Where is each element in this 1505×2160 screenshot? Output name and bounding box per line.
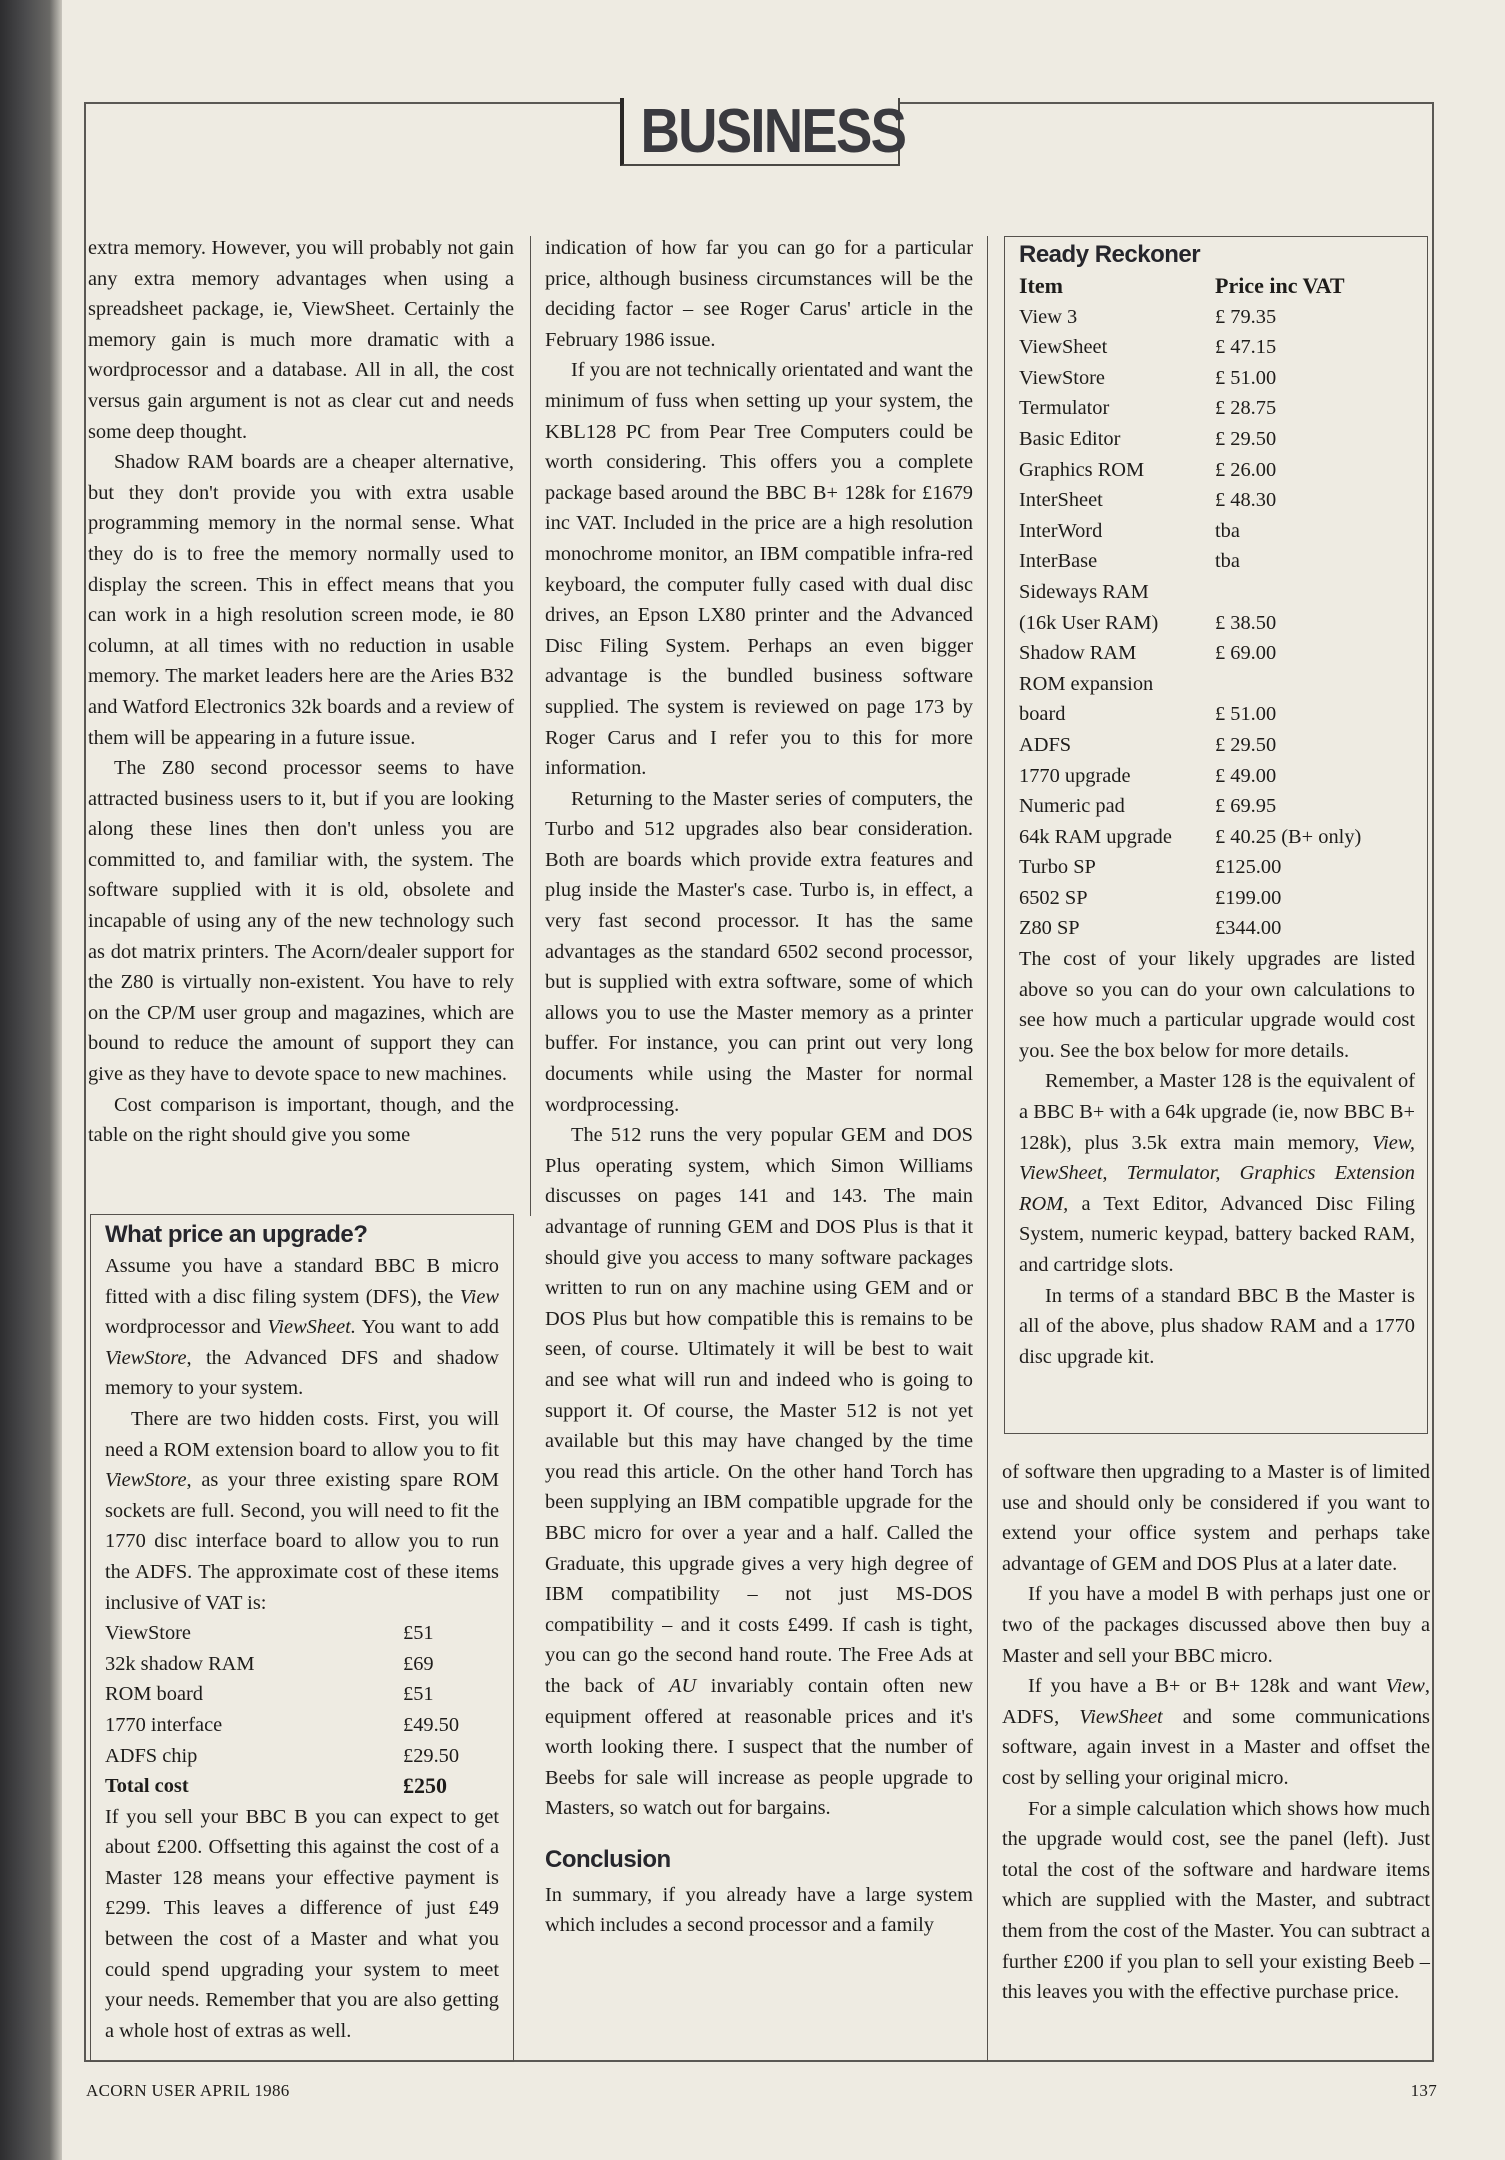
col3-paragraph-3: If you have a B+ or B+ 128k and want View, ADFS, ViewSheet and some communications software, again invest in a Master and offset the cost by selling your original micro. bbox=[1002, 1675, 1430, 1789]
reckoner-item: InterBase bbox=[1019, 550, 1098, 573]
table-row bbox=[1019, 638, 1415, 669]
reckoner-item: View 3 bbox=[1019, 305, 1078, 328]
reckoner-item: (16k User RAM) bbox=[1019, 611, 1159, 634]
col2-paragraph-3: Returning to the Master series of computers, the Turbo and 512 upgrades also bear consideration. Both are boards which provide extra features and plug inside the Master's case. Turbo is, in effect, a very fast second processor. It has the same advantages as the standard 6502 second processor, but is supplied with extra software, some of which allows you to use the Master memory as a printer buffer. For instance, you can print out very long documents while using the Master for normal wordprocessing. bbox=[545, 787, 973, 1116]
col2-paragraph-2: If you are not technically orientated and want the minimum of fuss when setting up your system, the KBL128 PC from Pear Tree Computers could be worth considering. This offers you a complete package based around the BBC B+ 128k for £1679 inc VAT. Included in the price are a high resolution monochrome monitor, an IBM compatible infra-red keyboard, the computer fully cased with dual disc drives, an Epson LX80 printer and the Advanced Disc Filing System. Perhaps an even bigger advantage is the bundled business software supplied. The system is reviewed on page 173 by Roger Carus and I refer you to this for more information. bbox=[545, 359, 973, 780]
ready-reckoner-rows bbox=[1019, 302, 1415, 944]
table-row: ADFS chip £29.50 bbox=[105, 1744, 460, 1767]
total-row: Total cost £250 bbox=[105, 1773, 447, 1799]
book-spine-shadow bbox=[0, 0, 62, 2160]
reckoner-paragraph-3: In terms of a standard BBC B the Master is all of the above, plus shadow RAM and a 1770 disc upgrade kit. bbox=[1019, 1284, 1415, 1368]
col3-paragraph-1: of software then upgrading to a Master is of limited use and should only be considered if you want to extend your office system and perhaps take advantage of GEM and DOS Plus at a later date. bbox=[1002, 1461, 1430, 1575]
ready-reckoner-panel bbox=[1004, 236, 1428, 1434]
reckoner-price: £ 40.25 (B+ only) bbox=[1215, 825, 1362, 848]
table-row bbox=[1019, 669, 1415, 700]
table-row: 32k shadow RAM £69 bbox=[105, 1652, 434, 1675]
reckoner-price: £199.00 bbox=[1215, 886, 1282, 909]
reckoner-price: £ 69.00 bbox=[1215, 642, 1277, 665]
upgrade-price-panel bbox=[90, 1214, 514, 2062]
reckoner-item: Basic Editor bbox=[1019, 427, 1121, 450]
ready-reckoner-table bbox=[1019, 271, 1415, 302]
reckoner-item: InterSheet bbox=[1019, 489, 1103, 512]
upgrade-panel-paragraph-3: If you sell your BBC B you can expect to get about £200. Offsetting this against the cost of a Master 128 means your effective payment is £299. This leaves a difference of just £49 between the cost of a Master and what you could spend upgrading your system to meet your needs. Remember that you are also getting a whole host of extras as well. bbox=[105, 1805, 499, 2042]
reckoner-price: £ 69.95 bbox=[1215, 795, 1277, 818]
reckoner-item: 64k RAM upgrade bbox=[1019, 825, 1172, 848]
table-row bbox=[1019, 608, 1415, 639]
reckoner-price: £ 49.00 bbox=[1215, 764, 1277, 787]
upgrade-panel-title: What price an upgrade? bbox=[105, 1221, 368, 1248]
reckoner-price: tba bbox=[1215, 550, 1240, 573]
col1-paragraph-3: The Z80 second processor seems to have attracted business users to it, but if you are looking along these lines then don't unless you are committed to, and familiar with, the system. The software supplied with it is old, obsolete and incapable of using any of the new technology such as dot matrix printers. The Acorn/dealer support for the Z80 is virtually non-existent. You have to rely on the CP/M user group and magazines, which are bound to reduce the amount of support they can give as they have to devote space to new machines. bbox=[88, 757, 514, 1086]
table-row bbox=[1019, 883, 1415, 914]
table-row bbox=[1019, 485, 1415, 516]
reckoner-item: ViewSheet bbox=[1019, 336, 1108, 359]
masthead-title: BUSINESS bbox=[640, 97, 906, 166]
table-row bbox=[1019, 913, 1415, 944]
table-row bbox=[1019, 393, 1415, 424]
reckoner-price: £ 38.50 bbox=[1215, 611, 1277, 634]
reckoner-item: Z80 SP bbox=[1019, 917, 1080, 940]
table-row: ViewStore £51 bbox=[105, 1622, 434, 1645]
reckoner-price: £ 51.00 bbox=[1215, 703, 1277, 726]
conclusion-heading: Conclusion bbox=[545, 1845, 671, 1873]
table-row bbox=[1019, 546, 1415, 577]
col1-paragraph-1: extra memory. However, you will probably not gain any extra memory advantages when using a spreadsheet package, ie, ViewSheet. Certainly the memory gain is much more dramatic with a wordprocessor and a database. All in all, the cost versus gain argument is not as clear cut and needs some deep thought. bbox=[88, 237, 514, 443]
col1-paragraph-4: Cost comparison is important, though, and the table on the right should give you some bbox=[88, 1093, 514, 1147]
table-row bbox=[1019, 424, 1415, 455]
reckoner-item: ROM expansion bbox=[1019, 672, 1154, 695]
reckoner-item: 6502 SP bbox=[1019, 886, 1088, 909]
col2-paragraph-4: The 512 runs the very popular GEM and DOS Plus operating system, which Simon Williams discusses on pages 141 and 143. The main advantage of running GEM and DOS Plus is that it should give you access to many software packages written to run on any machine using GEM and or DOS Plus but how compatible this is remains to be seen, of course. Ultimately it will be best to wait and see what will run and indeed who is going to support it. Of course, the Master 512 is not yet available but this may have changed by the time you read this article. On the other hand Torch has been supplying an IBM compatible upgrade for the BBC micro for over a year and a half. Called the Graduate, this upgrade gives a very high degree of IBM compatibility – not just MS-DOS compatibility – and it costs £499. If cash is tight, you can go the second hand route. The Free Ads at the back of AU invariably contain often new equipment offered at reasonable prices and it's worth looking there. I suspect that the number of Beebs for sale will increase as people upgrade to Masters, so watch out for bargains. bbox=[545, 1124, 973, 1820]
reckoner-price: £ 51.00 bbox=[1215, 366, 1277, 389]
footer-page-number: 137 bbox=[1410, 2081, 1437, 2100]
reckoner-item: ViewStore bbox=[1019, 366, 1105, 389]
table-row bbox=[1019, 730, 1415, 761]
upgrade-cost-table bbox=[105, 1618, 499, 1802]
table-row bbox=[1019, 332, 1415, 363]
reckoner-item: Graphics ROM bbox=[1019, 458, 1145, 481]
section-masthead bbox=[620, 97, 906, 166]
reckoner-item: Shadow RAM bbox=[1019, 642, 1137, 665]
reckoner-price: tba bbox=[1215, 519, 1240, 542]
table-row bbox=[1019, 852, 1415, 883]
reckoner-price: £ 47.15 bbox=[1215, 336, 1277, 359]
col1-paragraph-2: Shadow RAM boards are a cheaper alternative, but they don't provide you with extra usable programming memory in the normal sense. What they do is to free the memory normally used to display the screen. This in effect means that you can work in a high resolution screen mode, ie 80 column, at all times with no reduction in usable memory. The market leaders here are the Aries B32 and Watford Electronics 32k boards and a review of them will be appearing in a future issue. bbox=[88, 451, 514, 749]
table-row bbox=[1019, 699, 1415, 730]
col3-paragraph-4: For a simple calculation which shows how much the upgrade would cost, see the panel (left). Just total the cost of the software and hardware items which are supplied with the Master, and subtract them from the cost of the Master. You can subtract a further £200 if you plan to sell your existing Beeb – this leaves you with the effective purchase price. bbox=[1002, 1797, 1430, 2004]
reckoner-item: InterWord bbox=[1019, 519, 1103, 542]
reckoner-item: board bbox=[1019, 703, 1066, 726]
reckoner-price: £ 48.30 bbox=[1215, 489, 1277, 512]
table-row bbox=[1019, 302, 1415, 333]
ready-reckoner-title: Ready Reckoner bbox=[1019, 241, 1201, 268]
article-column-3 bbox=[1002, 1457, 1430, 2008]
reckoner-price: £125.00 bbox=[1215, 856, 1282, 879]
table-row bbox=[1019, 791, 1415, 822]
table-row bbox=[1019, 516, 1415, 547]
reckoner-price: £344.00 bbox=[1215, 917, 1282, 940]
table-row bbox=[1019, 761, 1415, 792]
table-row bbox=[1019, 363, 1415, 394]
table-row bbox=[1019, 455, 1415, 486]
reckoner-item: Termulator bbox=[1019, 397, 1110, 420]
reckoner-price bbox=[1215, 577, 1415, 608]
reckoner-price: £ 29.50 bbox=[1215, 733, 1277, 756]
article-column-2 bbox=[545, 233, 973, 1941]
conclusion-paragraph: In summary, if you already have a large system which includes a second processor and a family bbox=[545, 1883, 973, 1937]
reckoner-item: ADFS bbox=[1019, 733, 1072, 756]
table-row bbox=[1019, 577, 1415, 608]
column-rule-1 bbox=[530, 236, 531, 1216]
reckoner-item: 1770 upgrade bbox=[1019, 764, 1131, 787]
table-row: 1770 interface £49.50 bbox=[105, 1713, 460, 1736]
upgrade-panel-paragraph-2: There are two hidden costs. First, you will need a ROM extension board to allow you to fit ViewStore, as your three existing spare ROM sockets are full. Second, you will need to fit the 1770 disc interface board to allow you to run the ADFS. The approximate cost of these items inclusive of VAT is: bbox=[105, 1407, 499, 1614]
col3-paragraph-2: If you have a model B with perhaps just one or two of the packages discussed above then buy a Master and sell your BBC micro. bbox=[1002, 1583, 1430, 1667]
reckoner-item: Sideways RAM bbox=[1019, 580, 1149, 603]
reckoner-price bbox=[1215, 669, 1415, 700]
col2-paragraph-1: indication of how far you can go for a particular price, although business circumstances will be the deciding factor – see Roger Carus' article in the February 1986 issue. bbox=[545, 237, 973, 351]
reckoner-item: Numeric pad bbox=[1019, 795, 1125, 818]
reckoner-paragraph-2: Remember, a Master 128 is the equivalent of a BBC B+ with a 64k upgrade (ie, now BBC B+ 128k), plus 3.5k extra main memory, View, ViewSheet, Termulator, Graphics Extension ROM, a Text Editor, Advanced Disc Filing System, numeric keypad, battery backed RAM, and cartridge slots. bbox=[1019, 1070, 1415, 1276]
table-header-row: Item Price inc VAT bbox=[1019, 273, 1345, 298]
reckoner-item: Turbo SP bbox=[1019, 856, 1096, 879]
table-row: ROM board £51 bbox=[105, 1683, 434, 1706]
table-row bbox=[1019, 822, 1415, 853]
reckoner-price: £ 79.35 bbox=[1215, 305, 1277, 328]
reckoner-price: £ 26.00 bbox=[1215, 458, 1277, 481]
upgrade-panel-paragraph-1: Assume you have a standard BBC B micro fitted with a disc filing system (DFS), the View wordprocessor and ViewSheet. You want to add ViewStore, the Advanced DFS and shadow memory to your system. bbox=[105, 1255, 499, 1400]
footer-publication: ACORN USER APRIL 1986 bbox=[86, 2081, 290, 2100]
column-rule-2 bbox=[987, 236, 988, 2062]
reckoner-price: £ 29.50 bbox=[1215, 427, 1277, 450]
reckoner-price: £ 28.75 bbox=[1215, 397, 1277, 420]
reckoner-paragraph-1: The cost of your likely upgrades are listed above so you can do your own calculations to see how much a particular upgrade would cost you. See the box below for more details. bbox=[1019, 948, 1415, 1062]
article-column-1 bbox=[88, 233, 514, 1151]
